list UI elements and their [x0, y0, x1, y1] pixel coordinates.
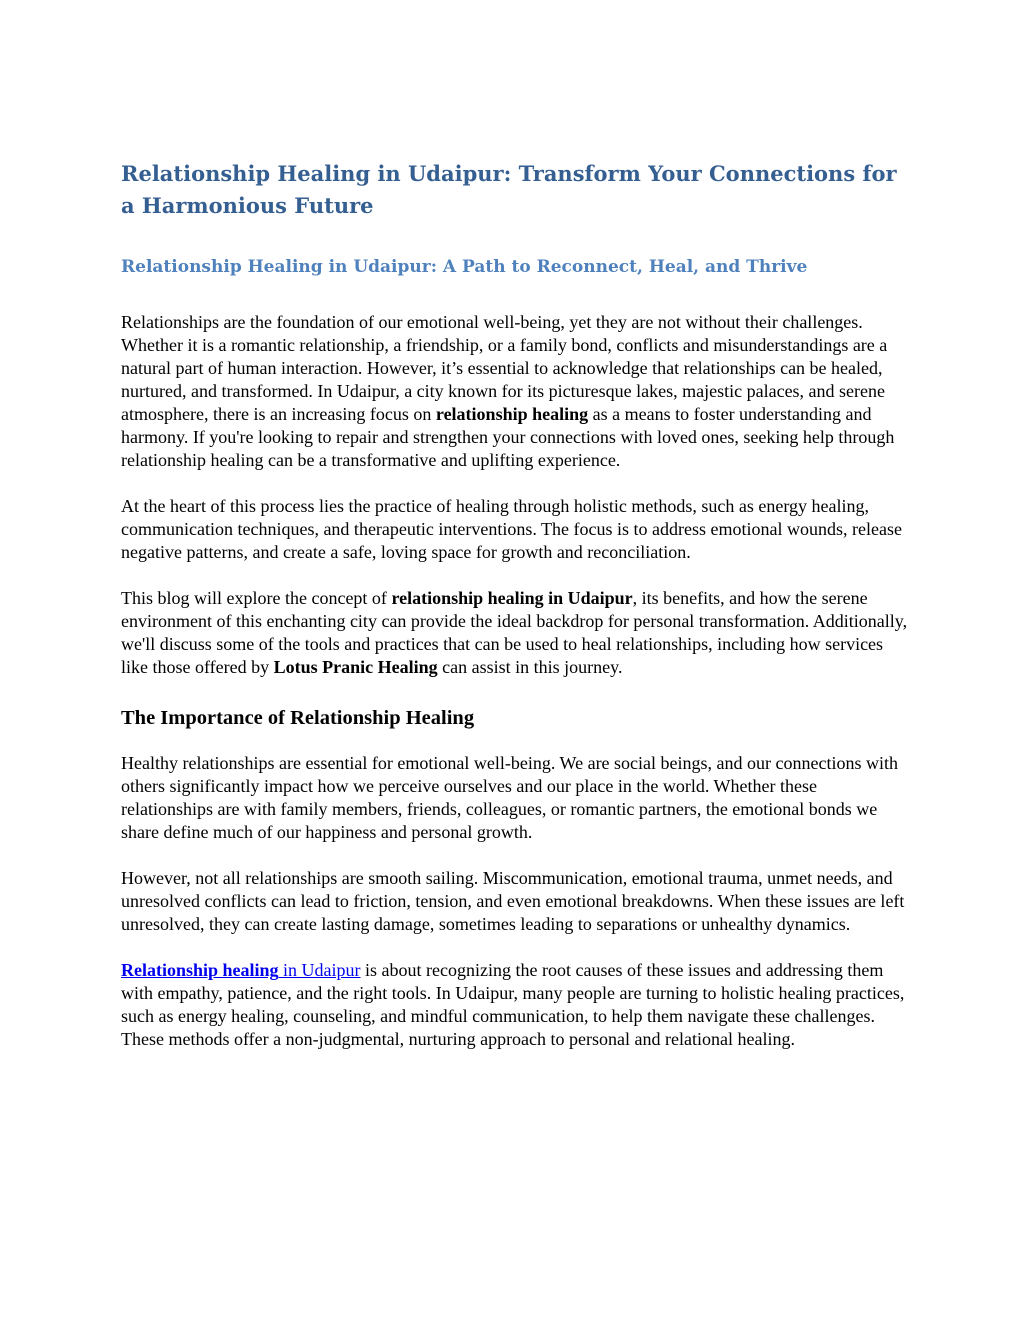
link-rest-text: in Udaipur — [278, 960, 361, 980]
blog-bold-keyword: relationship healing in Udaipur — [391, 588, 633, 608]
intro-paragraph — [121, 311, 911, 472]
document-page — [121, 158, 911, 1051]
however-paragraph: However, not all relationships are smooth sailing. Miscommunication, emotional trauma, unmet needs, and unresolved conflicts can lead to friction, tension, and even emotional breakdowns. When these issues are left unresolved, they can create lasting damage, sometimes leading to separations or unhealthy dynamics. — [121, 868, 905, 934]
section-heading: The Importance of Relationship Healing — [121, 707, 475, 729]
blog-text-2: , its benefits, and how the serene environment of this enchanting city can provide the ideal backdrop for personal transformation. Additionally, we'll discuss some of the tools and practices that can be used to heal relationships, including how services like those offered by — [121, 588, 908, 677]
page-subtitle: Relationship Healing in Udaipur: A Path to Reconnect, Heal, and Thrive — [121, 257, 808, 277]
blog-bold-brand: Lotus Pranic Healing — [273, 657, 438, 677]
link-bold-text: Relationship healing — [121, 960, 279, 980]
last-text: is about recognizing the root causes of these issues and addressing them with empathy, patience, and the right tools. In Udaipur, many people are turning to holistic healing practices, such as energy healing, counseling, and mindful communication, to help them navigate these challenges. These methods offer a non-judgmental, nurturing approach to personal and relational healing. — [121, 960, 905, 1049]
blog-text-3: can assist in this journey. — [437, 657, 623, 677]
last-paragraph — [121, 959, 911, 1051]
process-paragraph: At the heart of this process lies the practice of healing through holistic methods, such as energy healing, communication techniques, and therapeutic interventions. The focus is to address emotional wounds, release negative patterns, and create a safe, loving space for growth and reconciliation. — [121, 496, 902, 562]
intro-bold-keyword: relationship healing — [435, 404, 589, 424]
blog-text-1: This blog will explore the concept of — [121, 588, 392, 608]
blog-paragraph — [121, 587, 911, 679]
relationship-healing-link[interactable] — [121, 960, 361, 980]
healthy-paragraph: Healthy relationships are essential for emotional well-being. We are social beings, and our connections with others significantly impact how we perceive ourselves and our place in the world. Whether these relationships are with family members, friends, colleagues, or romantic partners, the emotional bonds we share define much of our happiness and personal growth. — [121, 753, 898, 842]
intro-text-1: Relationships are the foundation of our emotional well-being, yet they are not without their challenges. Whether it is a romantic relationship, a friendship, or a family bond, conflicts and misunderstandings are a natural part of human interaction. However, it’s essential to acknowledge that relationships can be healed, nurtured, and transformed. In Udaipur, a city known for its picturesque lakes, majestic palaces, and serene atmosphere, there is an increasing focus on — [121, 312, 888, 424]
page-title: Relationship Healing in Udaipur: Transform Your Connections for a Harmonious Future — [121, 161, 897, 218]
intro-text-2: as a means to foster understanding and harmony. If you're looking to repair and strengthen your connections with loved ones, seeking help through relationship healing can be a transformative and uplifting experience. — [121, 404, 895, 470]
